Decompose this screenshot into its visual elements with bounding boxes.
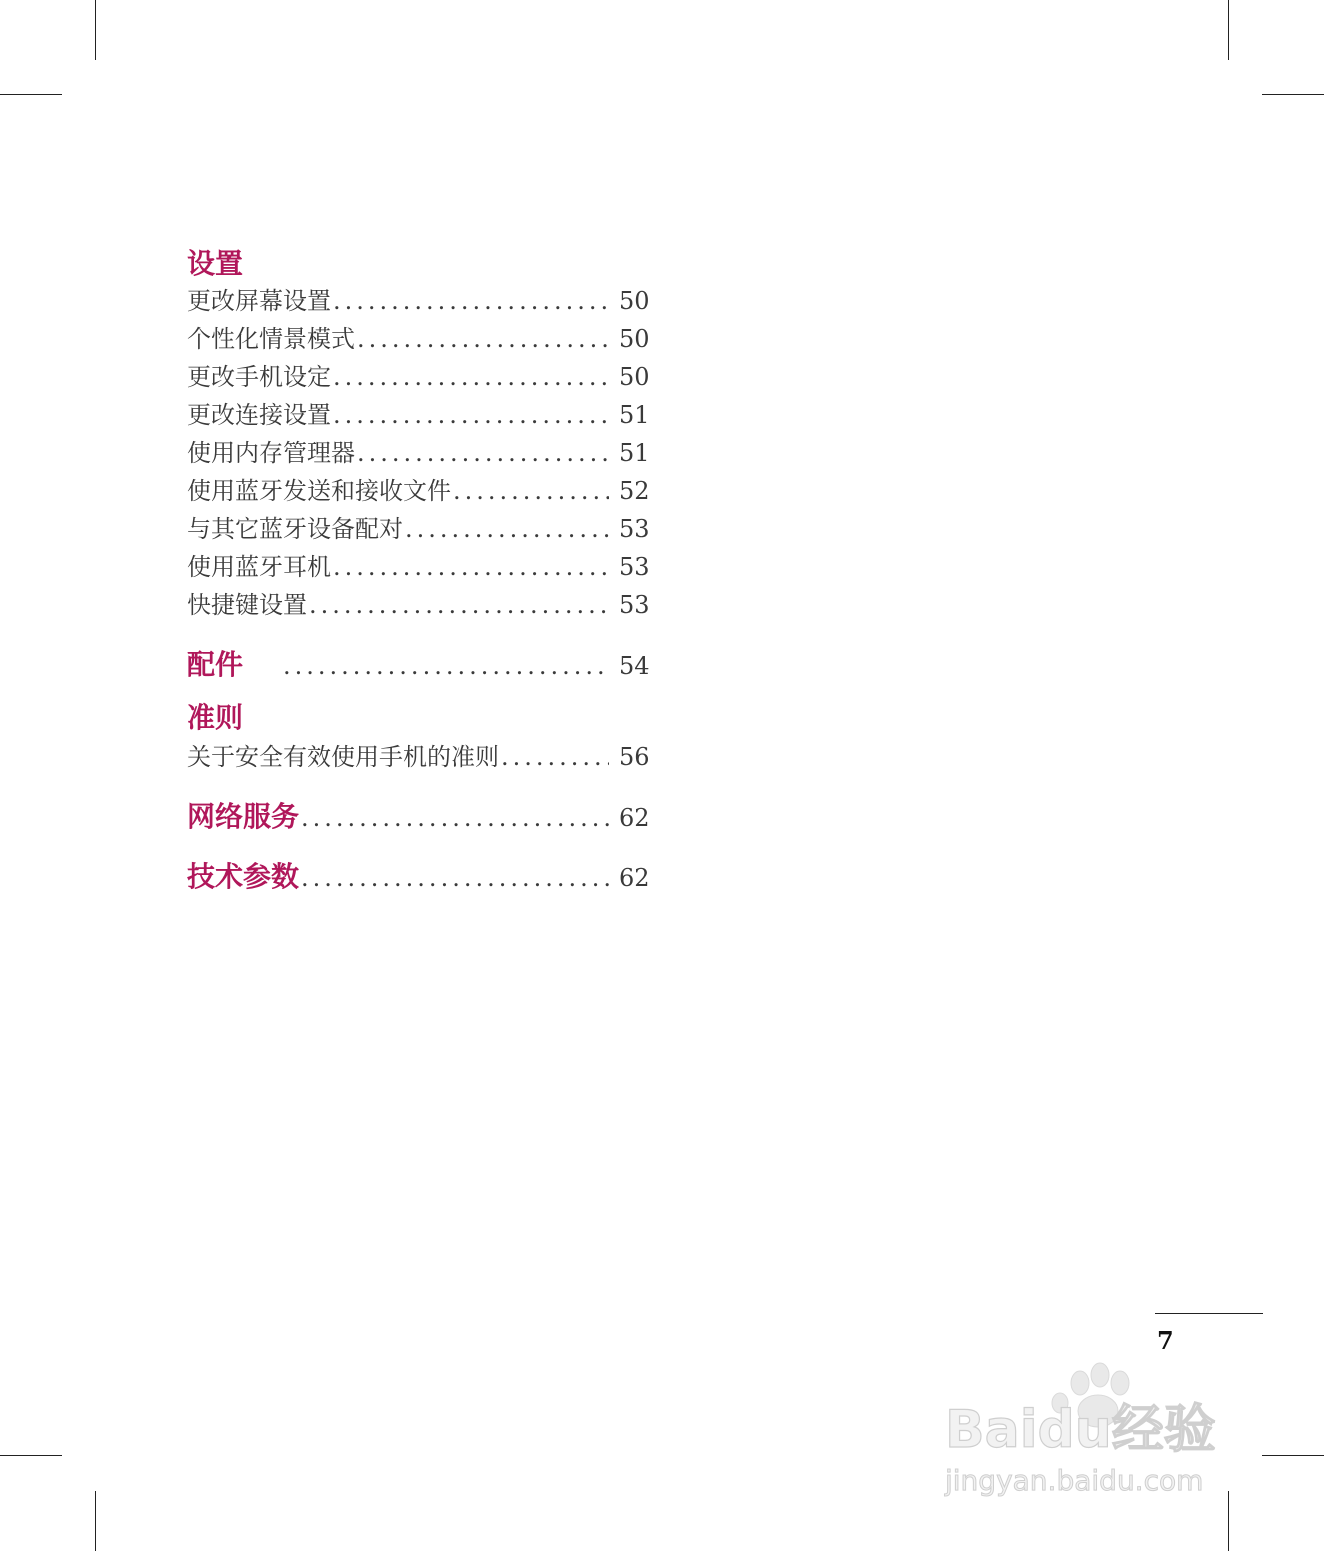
toc-row[interactable]	[187, 472, 650, 510]
toc-row[interactable]	[187, 586, 650, 624]
toc-row[interactable]	[187, 548, 650, 586]
toc-entry-page: 53	[619, 515, 650, 543]
section-title-network-services: 网络服务	[187, 800, 300, 833]
section-title-guidelines: 准则	[187, 701, 244, 734]
toc-entry-page: 54	[619, 652, 650, 680]
toc-entry-page: 52	[619, 477, 650, 505]
toc-section-accessories[interactable]	[187, 642, 650, 688]
page-number-rule	[1155, 1313, 1263, 1314]
toc-entry-page: 53	[619, 591, 650, 619]
toc-entry-page: 51	[619, 439, 650, 467]
toc-row[interactable]	[187, 320, 650, 358]
toc-row[interactable]	[187, 434, 650, 472]
section-title-settings: 设置	[187, 247, 244, 280]
section-title-specs: 技术参数	[187, 860, 300, 893]
toc-section-settings	[187, 246, 650, 624]
toc-entry-page: 62	[619, 804, 650, 832]
leader-dots	[405, 510, 609, 548]
toc-entry-page: 53	[619, 553, 650, 581]
toc-entry-page: 50	[619, 287, 650, 315]
leader-dots	[333, 282, 609, 320]
toc-entry-label: 更改屏幕设置	[187, 287, 331, 315]
toc-row[interactable]	[187, 510, 650, 548]
toc-entry-label: 个性化情景模式	[187, 325, 355, 353]
toc-entry-label: 更改连接设置	[187, 401, 331, 429]
leader-dots	[333, 548, 609, 586]
crop-mark-top-left-horizontal	[0, 94, 62, 95]
watermark-url: jingyan.baidu.com	[945, 1464, 1204, 1497]
toc-row[interactable]	[187, 396, 650, 434]
page-number: 7	[1157, 1326, 1174, 1355]
toc-entry-label: 使用蓝牙发送和接收文件	[187, 477, 451, 505]
toc-entry-label: 关于安全有效使用手机的准则	[187, 743, 499, 771]
toc-entry-page: 50	[619, 363, 650, 391]
leader-dots	[357, 320, 609, 358]
toc-row[interactable]	[187, 738, 650, 776]
toc-row[interactable]	[187, 358, 650, 396]
crop-mark-bottom-left-vertical	[95, 1491, 96, 1551]
toc-entry-label: 使用内存管理器	[187, 439, 355, 467]
toc-entry-label: 更改手机设定	[187, 363, 331, 391]
leader-dots	[333, 358, 609, 396]
crop-mark-top-left-vertical	[95, 0, 96, 60]
toc-entry-label: 与其它蓝牙设备配对	[187, 515, 403, 543]
toc-entry-page: 56	[619, 743, 650, 771]
leader-dots	[501, 738, 609, 776]
crop-mark-bottom-right-horizontal	[1262, 1455, 1324, 1456]
toc-section-specs[interactable]	[187, 854, 650, 900]
section-title-accessories: 配件	[187, 648, 244, 681]
watermark-brand: Baidu经验	[945, 1400, 1216, 1460]
toc-entry-label: 使用蓝牙耳机	[187, 553, 331, 581]
toc-section-guidelines	[187, 698, 650, 776]
leader-dots	[357, 434, 609, 472]
leader-dots	[309, 586, 609, 624]
crop-mark-top-right-horizontal	[1262, 94, 1324, 95]
leader-dots	[333, 396, 609, 434]
baidu-jingyan-watermark	[940, 1355, 1240, 1505]
crop-mark-bottom-left-horizontal	[0, 1455, 62, 1456]
crop-mark-top-right-vertical	[1228, 0, 1229, 60]
toc-entry-page: 50	[619, 325, 650, 353]
leader-dots	[301, 795, 609, 841]
table-of-contents	[187, 246, 650, 900]
leader-dots	[301, 855, 609, 901]
toc-entry-page: 62	[619, 864, 650, 892]
toc-entry-page: 51	[619, 401, 650, 429]
leader-dots	[283, 643, 609, 689]
toc-section-network-services[interactable]	[187, 794, 650, 840]
leader-dots	[453, 472, 609, 510]
toc-row[interactable]	[187, 282, 650, 320]
toc-entry-label: 快捷键设置	[187, 591, 307, 619]
